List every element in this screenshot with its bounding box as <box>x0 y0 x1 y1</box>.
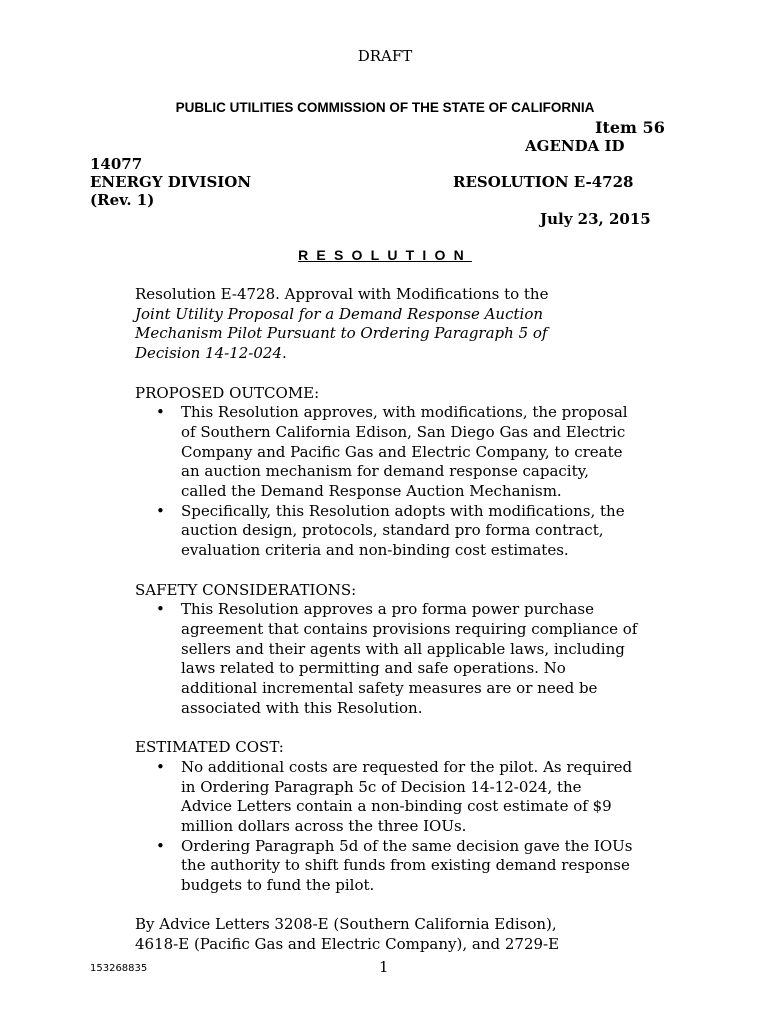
resolution-number: RESOLUTION E-4728 <box>453 173 634 191</box>
bullet-item <box>135 502 695 561</box>
bullet-item <box>135 837 695 896</box>
intro-italic-line-2: Mechanism Pilot Pursuant to Ordering Paragraph 5 of <box>135 324 548 343</box>
page-number: 1 <box>379 958 389 976</box>
sections-container <box>135 364 695 896</box>
section-heading: PROPOSED OUTCOME: <box>135 383 320 402</box>
bullet-list <box>135 758 695 896</box>
bullet-list <box>135 600 695 718</box>
document-body <box>135 285 695 955</box>
bullet-line: associated with this Resolution. <box>181 698 423 717</box>
bullet-line: This Resolution approves a pro forma power purchase <box>181 600 595 619</box>
bullet-item <box>135 600 695 718</box>
bullet-line: of Southern California Edison, San Diego Gas and Electric <box>181 422 626 441</box>
bullet-line: in Ordering Paragraph 5c of Decision 14-12-024, the <box>181 777 582 796</box>
intro-tail: . <box>282 344 287 363</box>
intro-italic-line-1: Joint Utility Proposal for a Demand Response Auction <box>135 304 544 323</box>
bullet-line: the authority to shift funds from existing demand response <box>181 856 630 875</box>
bullet-line: agreement that contains provisions requiring compliance of <box>181 619 638 638</box>
bullet-line: auction design, protocols, standard pro forma contract, <box>181 521 604 540</box>
agenda-id-number: 14077 <box>90 155 143 173</box>
bullet-line: Specifically, this Resolution adopts with modifications, the <box>181 501 625 520</box>
closing-line-1: By Advice Letters 3208-E (Southern California Edison), <box>135 915 557 934</box>
intro-paragraph <box>135 285 695 364</box>
bullet-line: an auction mechanism for demand response capacity, <box>181 462 589 481</box>
intro-italic-line-3: Decision 14-12-024 <box>135 344 282 363</box>
item-number: Item 56 <box>595 118 665 137</box>
bullet-icon: • <box>156 836 165 855</box>
intro-lead: Resolution E-4728. Approval with Modifications to the <box>135 285 549 303</box>
commission-name: PUBLIC UTILITIES COMMISSION OF THE STATE OF CALIFORNIA <box>175 100 595 115</box>
section-heading: ESTIMATED COST: <box>135 738 284 757</box>
bullet-icon: • <box>156 600 165 619</box>
bullet-icon: • <box>156 501 165 520</box>
division-name: ENERGY DIVISION <box>90 173 252 191</box>
bullet-line: Ordering Paragraph 5d of the same decision gave the IOUs <box>181 836 633 855</box>
bullet-line: Company and Pacific Gas and Electric Company, to create <box>181 442 623 461</box>
bullet-line: sellers and their agents with all applicable laws, including <box>181 639 625 658</box>
bullet-line: budgets to fund the pilot. <box>181 876 375 895</box>
bullet-line: additional incremental safety measures are or need be <box>181 679 598 698</box>
page-title-text: RESOLUTION <box>298 247 472 263</box>
section-heading: SAFETY CONSIDERATIONS: <box>135 580 357 599</box>
bullet-icon: • <box>156 403 165 422</box>
agenda-id-label: AGENDA ID <box>525 137 625 155</box>
bullet-list <box>135 403 695 561</box>
closing-paragraph <box>135 915 695 954</box>
bullet-line: laws related to permitting and safe operations. No <box>181 659 566 678</box>
bullet-item <box>135 758 695 837</box>
bullet-line: million dollars across the three IOUs. <box>181 816 467 835</box>
page-title <box>0 247 770 263</box>
revision-label: (Rev. 1) <box>90 191 155 209</box>
resolution-date: July 23, 2015 <box>540 210 651 228</box>
bullet-item <box>135 403 695 502</box>
closing-line-2: 4618-E (Pacific Gas and Electric Company), and 2729-E <box>135 935 560 954</box>
draft-watermark-label: DRAFT <box>357 47 413 65</box>
bullet-line: No additional costs are requested for the pilot. As required <box>181 757 633 776</box>
document-code: 153268835 <box>90 963 148 974</box>
bullet-line: Advice Letters contain a non-binding cost estimate of $9 <box>181 797 612 816</box>
bullet-line: called the Demand Response Auction Mechanism. <box>181 482 562 501</box>
bullet-line: evaluation criteria and non-binding cost estimates. <box>181 541 569 560</box>
bullet-line: This Resolution approves, with modifications, the proposal <box>181 403 628 422</box>
bullet-icon: • <box>156 757 165 776</box>
